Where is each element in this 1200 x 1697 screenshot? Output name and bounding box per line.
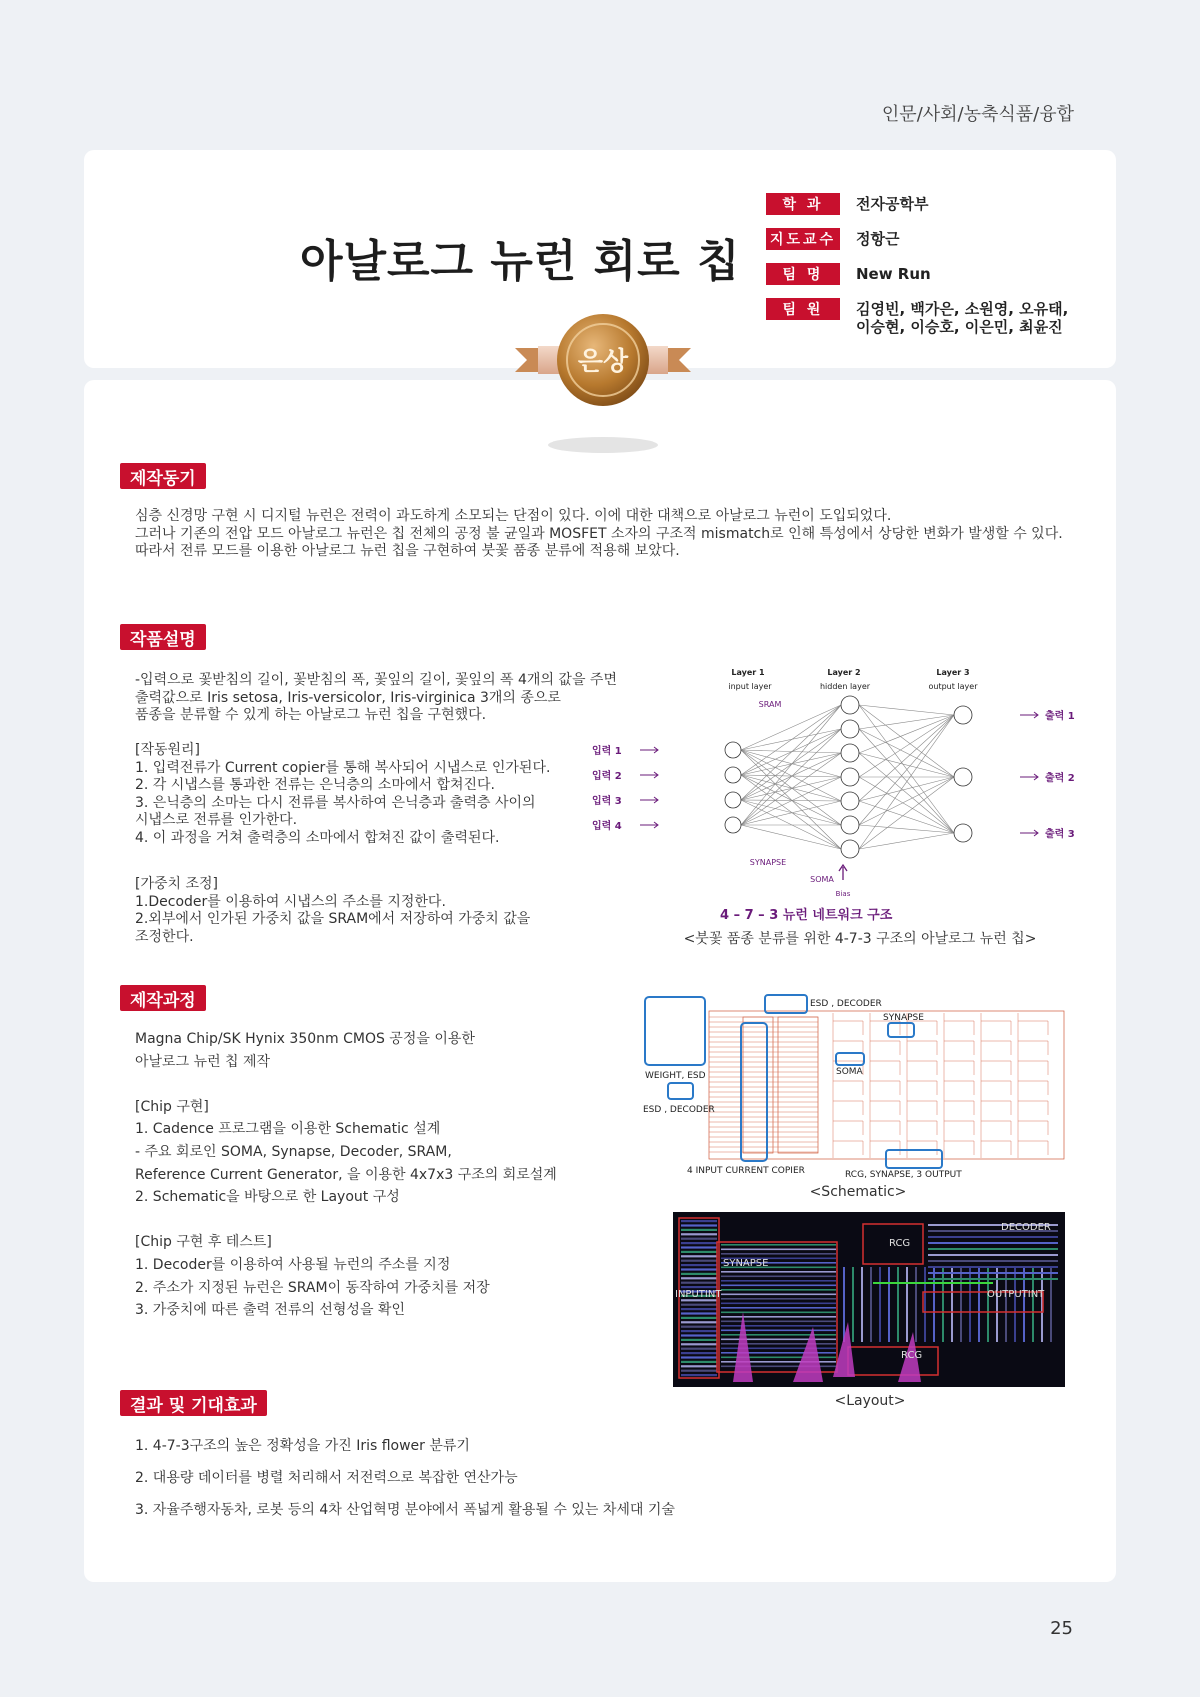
nn-arrow-icon <box>1020 712 1038 718</box>
nn-output-label: 출력 2 <box>1045 773 1075 784</box>
nn-hidden-node <box>841 696 859 714</box>
nn-layer3-label: Layer 3 <box>936 668 970 677</box>
schematic-label: ESD , DECODER <box>643 1105 715 1115</box>
page-number: 25 <box>1050 1618 1073 1639</box>
info-label: 학 과 <box>766 193 840 215</box>
award-label: 은상 <box>577 347 629 377</box>
nn-figure-title: 4 – 7 – 3 뉴런 네트워크 구조 <box>720 908 893 923</box>
nn-layer3-sub: output layer <box>928 682 978 691</box>
nn-hidden-node <box>841 792 859 810</box>
section-heading-results: 결과 및 기대효과 <box>120 1390 267 1416</box>
schematic-label: SYNAPSE <box>883 1013 924 1023</box>
info-label: 팀 원 <box>766 298 840 320</box>
layout-label: INPUTINT <box>675 1289 722 1300</box>
section-heading-motivation: 제작동기 <box>120 463 206 489</box>
description-principle: [작동원리] 1. 입력전류가 Current copier를 통해 복사되어 시냅스로 인가된다. 2. 각 시냅스를 통과한 전류는 은닉층의 소마에서 합쳐진다. 3. 은닉층의 소마는 다시 전류를 복사하여 은닉층과 출력층 사이의 시냅스로 전류를 인가한다. 4. 이 과정을 거쳐 출력층의 소마에서 합쳐진 값이 출력된다. <box>135 742 551 846</box>
nn-input-label: 입력 3 <box>592 796 622 807</box>
nn-hidden-node <box>841 720 859 738</box>
nn-bias-label: Bias <box>835 890 851 898</box>
neural-network-diagram <box>592 665 1080 905</box>
nn-input-label: 입력 4 <box>592 821 622 832</box>
nn-hidden-node <box>841 816 859 834</box>
motivation-line: 그러나 기존의 전압 모드 아날로그 뉴런은 칩 전체의 공정 불 균일과 MOSFET 소자의 구조적 mismatch로 인해 특성에서 상당한 변화가 발생할 수 있다. <box>135 525 1063 542</box>
info-label: 팀 명 <box>766 263 840 285</box>
nn-output-label: 출력 3 <box>1045 829 1075 840</box>
process-text: Magna Chip/SK Hynix 350nm CMOS 공정을 이용한 아날로그 뉴런 칩 제작 [Chip 구현] 1. Cadence 프로그램을 이용한 Schematic 설계 - 주요 회로인 SOMA, Synapse, Decoder, SRAM, Reference Current Generator, 을 이용한 4x7x3 구조의 회로설계 2. Schematic을 바탕으로 한 Layout 구성 [Chip 구현 후 테스트] 1. Decoder를 이용하여 사용될 뉴런의 주소를 지정 2. 주소가 지정된 뉴런은 SRAM이 동작하여 가중치를 저장 3. 가중치에 따른 출력 전류의 선형성을 확인 <box>135 1031 557 1319</box>
schematic-label: WEIGHT, ESD <box>645 1071 706 1081</box>
schematic-label: 4 INPUT CURRENT COPIER <box>687 1166 805 1176</box>
nn-arrow-icon <box>1020 830 1038 836</box>
info-value: 김영빈, 백가은, 소원영, 오유태, 이승현, 이승호, 이은민, 최윤진 <box>856 300 1069 336</box>
info-value: New Run <box>856 265 931 283</box>
nn-input-node <box>725 792 741 808</box>
nn-layer2-label: Layer 2 <box>827 668 861 677</box>
nn-arrow-icon <box>640 797 658 803</box>
motivation-text <box>135 508 1075 561</box>
layout-label: RCG <box>901 1350 923 1361</box>
nn-input-label: 입력 2 <box>592 771 622 782</box>
result-item: 2. 대용량 데이터를 병렬 처리해서 저전력으로 복잡한 연산가능 <box>135 1470 518 1486</box>
nn-arrow-icon <box>640 772 658 778</box>
schematic-label: ESD , DECODER <box>810 999 882 1009</box>
nn-hidden-node <box>841 768 859 786</box>
nn-synapse-label: SYNAPSE <box>749 858 787 867</box>
nn-arrow-icon <box>1020 774 1038 780</box>
layout-caption: <Layout> <box>834 1393 906 1409</box>
nn-sram-label: SRAM <box>758 700 782 709</box>
info-value: 전자공학부 <box>856 195 929 213</box>
info-row-members <box>766 298 1096 336</box>
info-table <box>766 193 1096 349</box>
nn-input-label: 입력 1 <box>592 746 622 757</box>
info-row-advisor <box>766 228 1096 250</box>
layout-label: OUTPUTINT <box>987 1289 1045 1300</box>
nn-hidden-node <box>841 744 859 762</box>
nn-output-label: 출력 1 <box>1045 711 1075 722</box>
schematic-label: SOMA <box>836 1067 863 1077</box>
result-item: 3. 자율주행자동차, 로봇 등의 4차 산업혁명 분야에서 폭넓게 활용될 수 있는 차세대 기술 <box>135 1502 675 1518</box>
nn-input-node <box>725 817 741 833</box>
section-heading-description: 작품설명 <box>120 624 206 650</box>
nn-hidden-node <box>841 840 859 858</box>
motivation-line: 따라서 전류 모드를 이용한 아날로그 뉴런 칩을 구현하여 붓꽃 품종 분류에 적용해 보았다. <box>135 543 680 559</box>
nn-output-node <box>954 768 972 786</box>
nn-output-node <box>954 706 972 724</box>
nn-layer1-label: Layer 1 <box>731 668 765 677</box>
nn-arrow-icon <box>640 822 658 828</box>
info-value: 정항근 <box>856 230 900 248</box>
award-medal-icon <box>513 310 693 460</box>
info-row-team-name <box>766 263 1096 285</box>
info-row-department <box>766 193 1096 215</box>
category-label: 인문/사회/농축식품/융합 <box>881 104 1074 125</box>
schematic-caption: <Schematic> <box>809 1184 907 1200</box>
nn-arrow-icon <box>640 747 658 753</box>
description-intro: -입력으로 꽃받침의 길이, 꽃받침의 폭, 꽃잎의 길이, 꽃잎의 폭 4개의 값을 주면 출력값으로 Iris setosa, Iris-versicolor, Iris-virginica 3개의 종으로 품종을 분류할 수 있게 하는 아날로그 뉴런 칩을 구현했다. <box>135 672 617 723</box>
page-title: 아날로그 뉴런 회로 칩 <box>300 236 741 287</box>
nn-layer2-sub: hidden layer <box>819 682 871 691</box>
result-item: 1. 4-7-3구조의 높은 정확성을 가진 Iris flower 분류기 <box>135 1438 470 1454</box>
schematic-label: RCG, SYNAPSE, 3 OUTPUT <box>845 1170 962 1180</box>
layout-label: SYNAPSE <box>723 1258 769 1269</box>
motivation-line: 심층 신경망 구현 시 디지털 뉴런은 전력이 과도하게 소모되는 단점이 있다. 이에 대한 대책으로 아날로그 뉴런이 도입되었다. <box>135 508 892 524</box>
nn-figure-caption: <붓꽃 품종 분류를 위한 4-7-3 구조의 아날로그 뉴런 칩> <box>683 931 1037 947</box>
layout-figure <box>673 1212 1065 1387</box>
nn-input-node <box>725 742 741 758</box>
nn-output-node <box>954 824 972 842</box>
layout-label: DECODER <box>1001 1222 1051 1233</box>
nn-input-node <box>725 767 741 783</box>
description-weight: [가중치 조정] 1.Decoder를 이용하여 시냅스의 주소를 지정한다. 2.외부에서 인가된 가중치 값을 SRAM에서 저장하여 가중치 값을 조정한다. <box>135 876 531 945</box>
schematic-figure <box>643 993 1068 1179</box>
info-label: 지도교수 <box>766 228 840 250</box>
layout-label: RCG <box>889 1238 911 1249</box>
nn-soma-label: SOMA <box>810 875 834 884</box>
nn-layer1-sub: input layer <box>728 682 772 691</box>
section-heading-process: 제작과정 <box>120 985 206 1011</box>
